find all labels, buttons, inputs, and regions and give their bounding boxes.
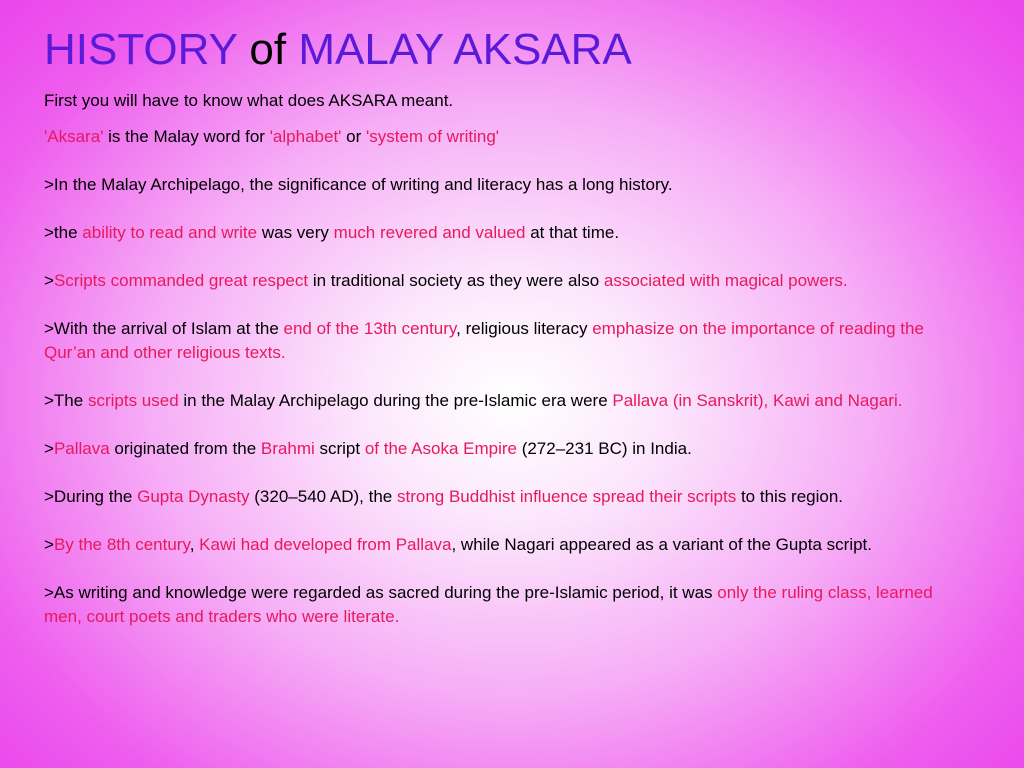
- body-text: , while Nagari appeared as a variant of the Gupta script.: [451, 535, 872, 554]
- highlighted-text: Gupta Dynasty: [137, 487, 250, 506]
- paragraph-2: [44, 173, 964, 197]
- body-text: (320–540 AD), the: [249, 487, 397, 506]
- title-history: HISTORY: [44, 25, 238, 74]
- highlighted-text: Brahmi: [260, 439, 315, 458]
- paragraph-6: [44, 389, 964, 413]
- paragraph-1: [44, 125, 964, 149]
- highlighted-text: associated with magical powers.: [603, 271, 848, 290]
- body-text: >: [44, 439, 54, 458]
- paragraph-5: [44, 317, 964, 365]
- body-text: >: [44, 535, 54, 554]
- highlighted-text: only the ruling class, learned men, court poets and traders who were literate.: [44, 583, 933, 626]
- body-text: ,: [189, 535, 200, 554]
- body-text: originated from the: [109, 439, 261, 458]
- body-text: in the Malay Archipelago during the pre-Islamic era were: [178, 391, 613, 410]
- body-text: was very: [257, 223, 334, 242]
- highlighted-text: Pallava (in Sanskrit), Kawi and Nagari.: [612, 391, 903, 410]
- body-text: to this region.: [736, 487, 844, 506]
- paragraph-10: [44, 581, 964, 629]
- body-text: or: [341, 127, 366, 146]
- highlighted-text: strong Buddhist influence spread their scripts: [396, 487, 737, 506]
- body-text: in traditional society as they were also: [308, 271, 604, 290]
- body-text: script: [314, 439, 365, 458]
- body-text: >the: [44, 223, 83, 242]
- highlighted-text: Scripts commanded great respect: [53, 271, 309, 290]
- body-text: >The: [44, 391, 88, 410]
- title-malay-aksara: MALAY AKSARA: [298, 25, 632, 74]
- body-text: , religious literacy: [456, 319, 593, 338]
- body-text: >As writing and knowledge were regarded as sacred during the pre-Islamic period, it was: [44, 583, 718, 602]
- highlighted-text: much revered and valued: [333, 223, 526, 242]
- paragraph-4: [44, 269, 964, 293]
- highlighted-text: ability to read and write: [82, 223, 258, 242]
- body-text: >With the arrival of Islam at the: [44, 319, 284, 338]
- highlighted-text: Pallava: [53, 439, 110, 458]
- paragraph-9: [44, 533, 964, 557]
- slide-title: [44, 24, 632, 76]
- body-text: (272–231 BC) in India.: [516, 439, 692, 458]
- highlighted-text: emphasize on the importance of reading the Qur’an and other religious texts.: [44, 319, 924, 362]
- body-text: >: [44, 271, 54, 290]
- highlighted-text: of the Asoka Empire: [364, 439, 517, 458]
- highlighted-text: end of the 13th century: [283, 319, 457, 338]
- highlighted-text: By the 8th century: [53, 535, 190, 554]
- paragraph-8: [44, 485, 964, 509]
- body-text: at that time.: [525, 223, 620, 242]
- body-text: >In the Malay Archipelago, the significance of writing and literacy has a long history.: [44, 175, 673, 194]
- title-of: of: [237, 25, 299, 74]
- highlighted-text: Kawi had developed from Pallava: [199, 535, 452, 554]
- slide-body: [44, 125, 964, 653]
- highlighted-text: scripts used: [87, 391, 179, 410]
- body-text: >During the: [44, 487, 138, 506]
- intro-text: First you will have to know what does AKSARA meant.: [44, 91, 454, 110]
- highlighted-text: 'system of writing': [365, 127, 500, 146]
- body-text: is the Malay word for: [103, 127, 270, 146]
- highlighted-text: 'alphabet': [269, 127, 342, 146]
- paragraph-3: [44, 221, 964, 245]
- highlighted-text: 'Aksara': [44, 127, 104, 146]
- paragraph-7: [44, 437, 964, 461]
